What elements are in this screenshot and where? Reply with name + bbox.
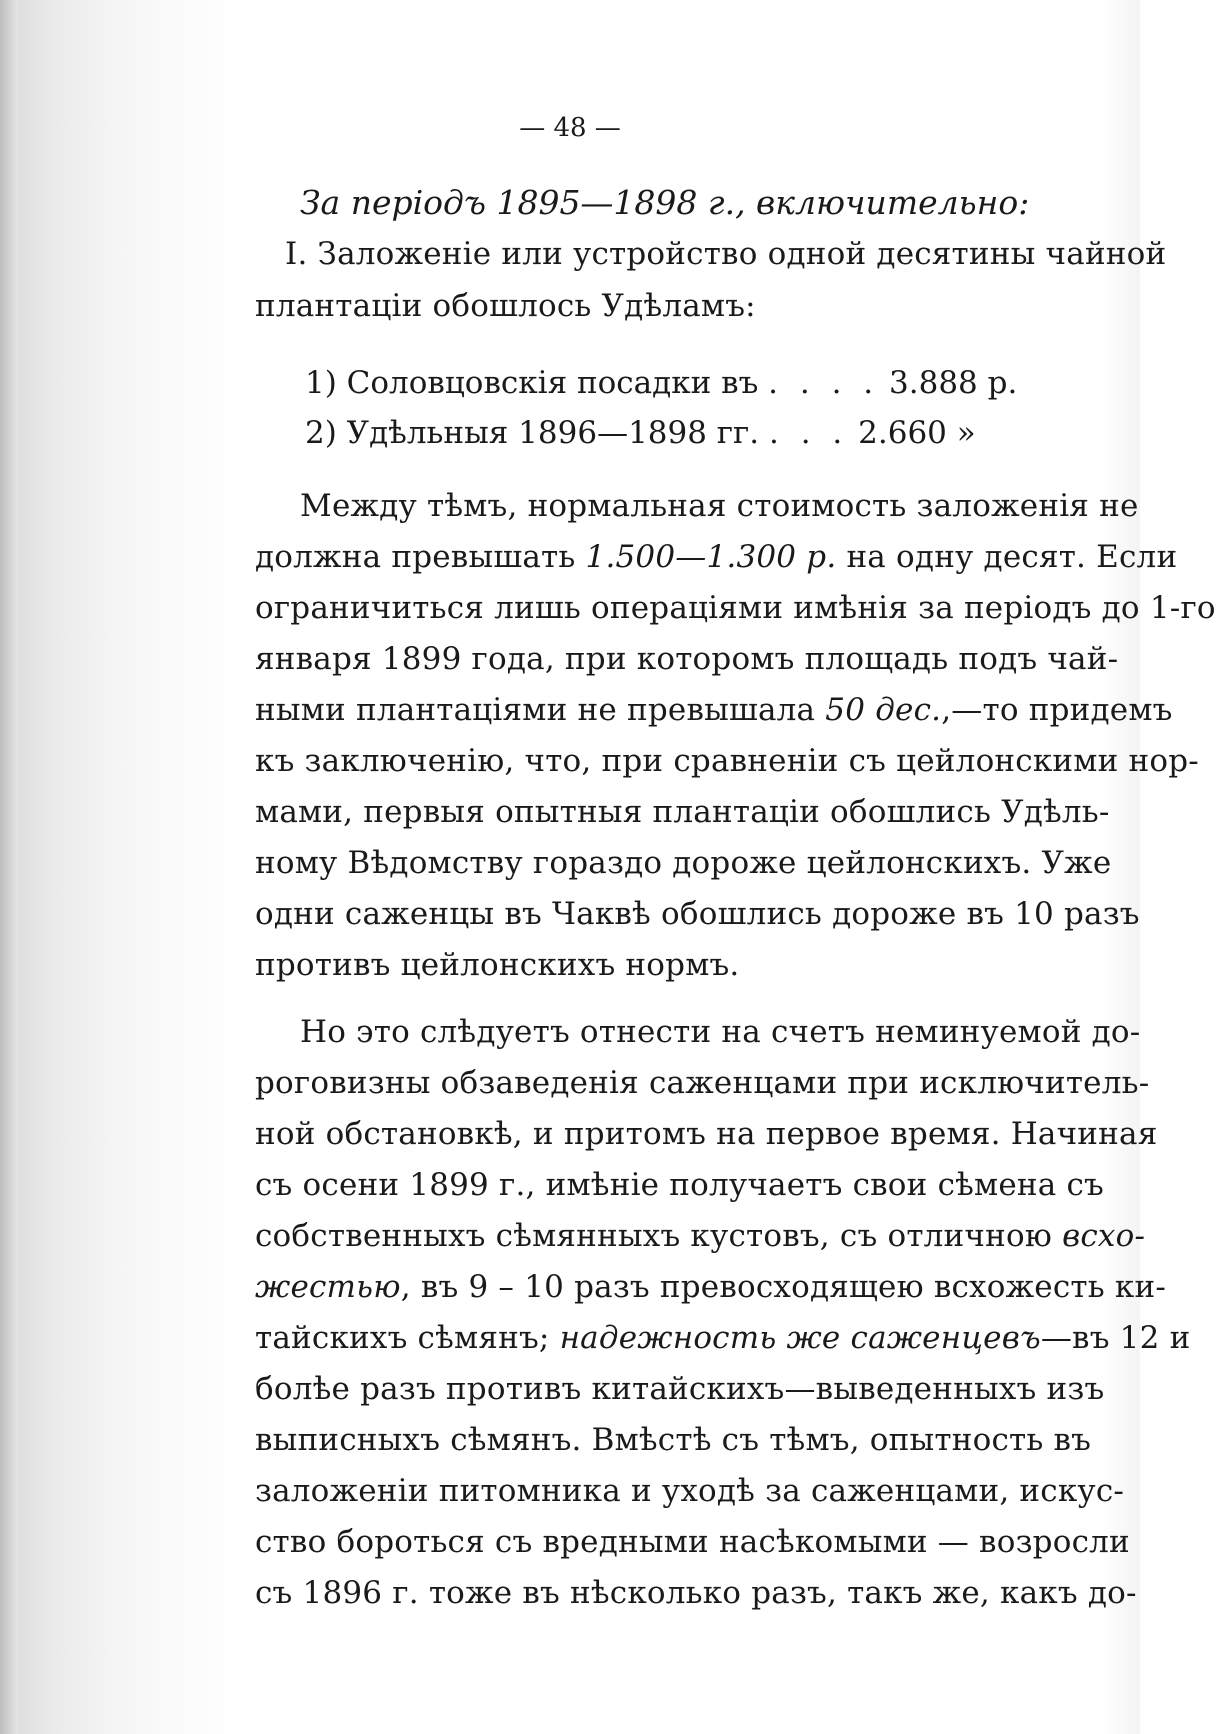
- paragraph-1-line-1: Между тѣмъ, нормальная стоимость заложенія не: [300, 488, 1139, 524]
- paragraph-1-line-6: къ заключенію, что, при сравненіи съ цейлонскими нор-: [255, 743, 1199, 779]
- paragraph-2-line-4: съ осени 1899 г., имѣніе получаетъ свои сѣмена съ: [255, 1167, 1104, 1203]
- paragraph-2-line-8: болѣе разъ противъ китайскихъ—выведенныхъ изъ: [255, 1371, 1105, 1407]
- section-one-line-2: плантаціи обошлось Удѣламъ:: [255, 288, 756, 324]
- paragraph-1-line-2: [255, 531, 1178, 583]
- paragraph-1-line-7: мами, первыя опытныя плантаціи обошлись Удѣль-: [255, 794, 1110, 830]
- paragraph-1-line-3: ограничиться лишь операціями имѣнія за періодъ до 1-го: [255, 590, 1216, 626]
- italic-span: всхо-: [1062, 1218, 1146, 1254]
- section-heading: За періодъ 1895—1898 г., включительно:: [300, 183, 1030, 222]
- paragraph-2-line-9: выписныхъ сѣмянъ. Вмѣстѣ съ тѣмъ, опытность въ: [255, 1422, 1092, 1458]
- cost-item-value: 2.660 »: [858, 415, 976, 451]
- paragraph-2-line-10: заложеніи питомника и уходѣ за саженцами, искус-: [255, 1473, 1125, 1509]
- paragraph-2-line-1: Но это слѣдуетъ отнести на счетъ неминуемой до-: [300, 1014, 1141, 1050]
- text-span: тайскихъ сѣмянъ;: [255, 1320, 560, 1356]
- paragraph-2-line-2: роговизны обзаведенія саженцами при исключитель-: [255, 1065, 1150, 1101]
- italic-span: надежность же саженцевъ: [559, 1320, 1041, 1356]
- page-spine-shadow: [0, 0, 18, 1734]
- text-span: ными плантаціями не превышала: [255, 692, 826, 728]
- paragraph-1-line-5: [255, 684, 1173, 736]
- paragraph-2-line-11: ство бороться съ вредными насѣкомыми — возросли: [255, 1524, 1130, 1560]
- cost-item-2: [305, 408, 976, 458]
- paragraph-2-line-6: [255, 1261, 1167, 1313]
- cost-item-label: 2) Удѣльныя 1896—1898 гг.: [305, 415, 760, 451]
- text-span: , въ 9 – 10 разъ превосходящею всхожесть ки-: [400, 1269, 1167, 1305]
- text-span: должна превышать: [255, 539, 586, 575]
- section-one-line-1: I. Заложеніе или устройство одной десятины чайной: [285, 236, 1167, 272]
- cost-item-dots: . . .: [769, 415, 849, 451]
- paragraph-1-line-8: ному Вѣдомству гораздо дороже цейлонскихъ. Уже: [255, 845, 1112, 881]
- italic-span: 50 дес.: [825, 692, 942, 728]
- text-span: на одну десят. Если: [836, 539, 1178, 575]
- paragraph-2-line-5: [255, 1210, 1146, 1262]
- paragraph-1-line-9: одни саженцы въ Чаквѣ обошлись дороже въ 10 разъ: [255, 896, 1140, 932]
- cost-item-1: [305, 358, 1017, 408]
- paragraph-1-line-4: января 1899 года, при которомъ площадь подъ чай-: [255, 641, 1119, 677]
- paragraph-2-line-3: ной обстановкѣ, и притомъ на первое время. Начиная: [255, 1116, 1158, 1152]
- page-number: — 48 —: [519, 113, 621, 143]
- italic-span: 1.500—1.300 р.: [585, 539, 837, 575]
- paragraph-2-line-7: [255, 1312, 1191, 1364]
- cost-item-label: 1) Соловцовскія посадки въ: [305, 365, 759, 401]
- text-span: собственныхъ сѣмянныхъ кустовъ, съ отличною: [255, 1218, 1063, 1254]
- italic-span: жестью: [255, 1269, 401, 1305]
- text-span: —въ 12 и: [1040, 1320, 1191, 1356]
- paragraph-1-line-10: противъ цейлонскихъ нормъ.: [255, 947, 740, 983]
- paragraph-2-line-12: съ 1896 г. тоже въ нѣсколько разъ, такъ же, какъ до-: [255, 1575, 1137, 1611]
- cost-item-value: 3.888 р.: [889, 365, 1018, 401]
- text-span: ,—то придемъ: [941, 692, 1173, 728]
- cost-item-dots: . . . .: [768, 365, 880, 401]
